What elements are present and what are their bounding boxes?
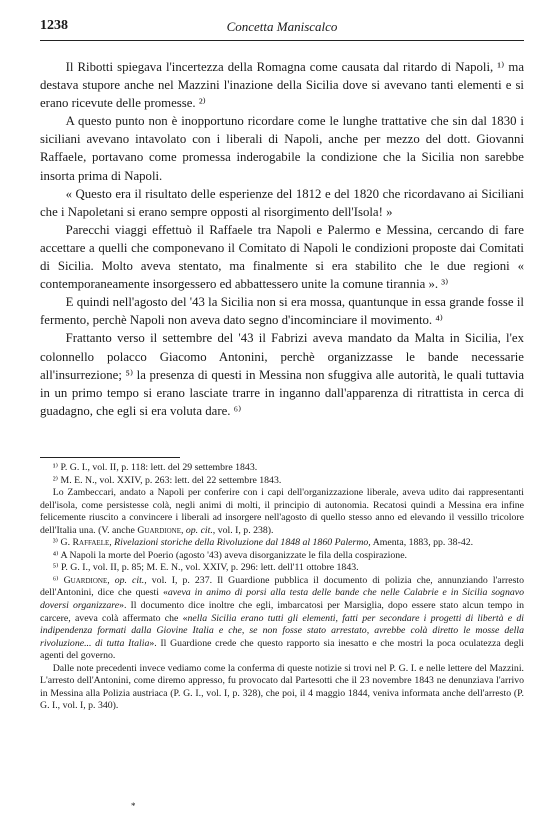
footnote-rule xyxy=(40,457,180,458)
footnote-4: ⁴⁾ A Napoli la morte del Poerio (agosto '43) aveva disorganizzate le fila della cospirazione. xyxy=(52,549,407,561)
footnote-3 xyxy=(40,537,524,550)
cited-author: Guardione, xyxy=(63,574,110,586)
footnote-text: ». Il Guardione crede che questo rapporto sia inesatto e che mostri la poca oculatezza degli agenti del governo. xyxy=(40,637,524,662)
quoted-document: aveva in animo di porsi alla testa delle bande che nelle Calabrie e in Sicilia sognavo doversi organizzare xyxy=(40,587,524,612)
footnote-text: ». Il documento dice inoltre che egli, imbarcatosi per Marsiglia, dopo essere stato alcun tempo in carcere, aveva colà affermato che « xyxy=(40,600,524,624)
running-title: Concetta Maniscalco xyxy=(226,19,338,34)
footnote-text: Amenta, 1883, pp. 38-42. xyxy=(372,537,474,549)
cited-author: Guardione, xyxy=(137,524,184,536)
running-header xyxy=(40,18,524,40)
footnote-2: ²⁾ M. E. N., vol. XXIV, p. 263: lett. del 22 settembre 1843. xyxy=(52,474,282,486)
printer-mark: * xyxy=(131,801,136,811)
paragraph: « Questo era il risultato delle esperienze del 1812 e del 1820 che ricordavano ai Siciliani che i Napoletani si erano sempre opposti al risorgimento dell'Isola! » xyxy=(40,186,524,219)
footnote-6-continued: Dalle note precedenti invece vediamo come la conferma di queste notizie si trovi nel P. G. I. e nelle lettere del Mazzini. L'arresto dell'Antonini, come diremo appresso, fu provocato dal Partesotti che il 23 novembre 1843 ne denunziava l'arrivo in Messina alla Polizia austriaca (P. G. I., vol. I, p. 328), che poi, il 4 maggio 1844, veniva informata anche dell'arresto (P. G. I., vol. I, p. 340). xyxy=(40,662,524,712)
header-rule xyxy=(40,40,524,41)
footnote-text: vol. I, p. 238). xyxy=(217,524,274,536)
quoted-document: nella Sicilia erano tutti gli elementi, fatti per secondare i progetti di libertà e di indipendenza formati dalla Giovine Italia e che, se non fosse stato arrestato, avrebbe colà diretto le mosse della rivoluzione... di tutta Italia xyxy=(40,612,524,649)
footnote-1: ¹⁾ P. G. I., vol. II, p. 118: lett. del 29 settembre 1843. xyxy=(52,462,258,473)
cited-work: Rivelazioni storiche della Rivoluzione dal 1848 al 1860 Palermo, xyxy=(114,537,371,549)
paragraph: Parecchi viaggi effettuò il Raffaele tra Napoli e Palermo e Messina, cercando di fare accettare a quelli che componevano il Comitato di Napoli le condizioni proposte dai Comitati di Sicilia. Molto aveva stentato, ma finalmente si era stabilito che le due regioni « contemporaneamente insorgessero ed abbattessero unite la comune tirannia ». ³⁾ xyxy=(40,222,524,292)
footnotes xyxy=(40,462,524,713)
paragraph: Il Ribotti spiegava l'incertezza della Romagna come causata dal ritardo di Napoli, ¹⁾ ma destava stupore anche nel Mazzini l'inazione della Sicilia dove si avevano tanti elementi e si erano ricevute delle promesse. ²⁾ xyxy=(40,60,524,111)
page-number: 1238 xyxy=(40,18,68,33)
cited-work: op. cit., xyxy=(185,524,216,536)
paragraph: E quindi nell'agosto del '43 la Sicilia non si era mossa, quantunque in essa grande fosse il fermento, perchè Napoli non aveva dato segno d'incominciare il movimento. ⁴⁾ xyxy=(40,295,524,328)
cited-author: Raffaele, xyxy=(72,537,112,549)
cited-work: op. cit., xyxy=(114,574,147,586)
footnote-6 xyxy=(40,575,524,663)
footnote-text: ⁶⁾ xyxy=(52,574,59,586)
footnote-text: ³⁾ G. xyxy=(52,537,71,549)
footnote-text: vol. I, p. 237. Il Guardione pubblica il documento di polizia che, annunziando l'arresto dell'Antonini, dice che questi « xyxy=(40,574,525,599)
footnote-2-continued xyxy=(40,487,524,537)
footnote-text: Lo Zambeccari, andato a Napoli per conferire con i capi dell'organizzazione liberale, aveva udito dai rappresentanti dell'isola, come persistesse colà, negli animi di molti, il principio di autonomia. Recatosi quindi a Messina era infine felicemente riuscito a convincere i liberali ad insorgere nell'agosto di quello stesso anno ed elevando il vessillo tricolore dell'Italia una. (V. anche xyxy=(40,487,524,536)
footnote-5: ⁵⁾ P. G. I., vol. II, p. 85; M. E. N., vol. XXIV, p. 296: lett. dell'11 ottobre 1843. xyxy=(52,562,359,574)
paragraph: Frattanto verso il settembre del '43 il Fabrizi aveva mandato da Malta in Sicilia, l'ex colonnello polacco Giacomo Antonini, perchè organizzasse le bande necessarie all'insurrezione; ⁵⁾ la presenza di questi in Messina non sfuggiva alle autorità, le quali tuttavia in un primo tempo si erano lasciate trarre in inganno dall'apparenza di ritrattista in cerca di guadagno, che egli si era voluta dare. ⁶⁾ xyxy=(40,331,524,418)
main-text xyxy=(40,58,524,420)
paragraph: A questo punto non è inopportuno ricordare come le lunghe trattative che sin dal 1830 i siciliani avevano intavolato con i liberali di Napoli, anche per mezzo del dott. Giovanni Raffaele, portavano come promessa inderogabile la condizione che la Sicilia non sarebbe insorta prima di Napoli. xyxy=(40,114,524,183)
